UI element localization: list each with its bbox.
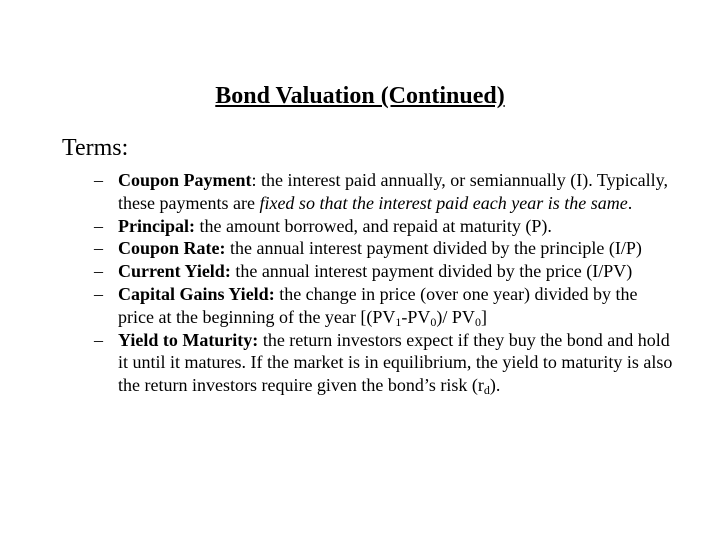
term-definition: the amount borrowed, and repaid at maturity (P). <box>195 215 552 236</box>
term-tail: . <box>627 192 633 213</box>
term-name: Coupon Rate: <box>118 238 226 259</box>
term-yield-to-maturity <box>94 329 674 397</box>
term-separator: : <box>251 170 257 190</box>
subscript: d <box>483 383 490 398</box>
dash-bullet: – <box>94 170 103 190</box>
dash-bullet: – <box>94 329 103 350</box>
term-tail: ] <box>480 306 487 327</box>
term-name: Yield to Maturity: <box>118 329 259 350</box>
term-name: Principal: <box>118 215 195 236</box>
term-coupon-rate <box>94 237 674 260</box>
term-name: Current Yield: <box>118 261 231 282</box>
term-coupon-payment <box>94 169 674 215</box>
dash-bullet: – <box>94 238 103 259</box>
term-capital-gains-yield <box>94 283 674 329</box>
term-name: Coupon Payment <box>118 170 252 190</box>
terms-list <box>94 169 674 397</box>
term-definition: the annual interest payment divided by the principle (I/P) <box>225 238 642 259</box>
term-definition: the annual interest payment divided by the price (I/PV) <box>230 261 633 282</box>
subscript: 0 <box>430 314 437 329</box>
term-principal <box>94 215 674 238</box>
term-current-yield <box>94 260 674 283</box>
slide-title: Bond Valuation (Continued) <box>215 83 505 109</box>
term-emphasis: fixed so that the interest paid each year is the same <box>259 192 628 213</box>
subscript: 0 <box>474 314 481 329</box>
dash-bullet: – <box>94 261 103 282</box>
term-definition: the change in price (over one year) divided by the price at the beginning of the year [(PV <box>118 283 638 327</box>
terms-heading: Terms: <box>62 135 129 161</box>
term-definition: the return investors expect if they buy the bond and hold it until it matures. If the market is in equilibrium, the yield to maturity is also the return investors require given the bond’s risk (r <box>118 329 673 396</box>
term-tail: ). <box>489 375 501 396</box>
dash-bullet: – <box>94 215 103 236</box>
formula-part: -PV <box>401 306 431 327</box>
subscript: 1 <box>395 314 402 329</box>
dash-bullet: – <box>94 283 103 304</box>
term-definition: the interest paid annually, or semiannually (I). Typically, these payments are <box>118 170 668 213</box>
term-name: Capital Gains Yield: <box>118 283 275 304</box>
formula-part: )/ PV <box>436 306 475 327</box>
